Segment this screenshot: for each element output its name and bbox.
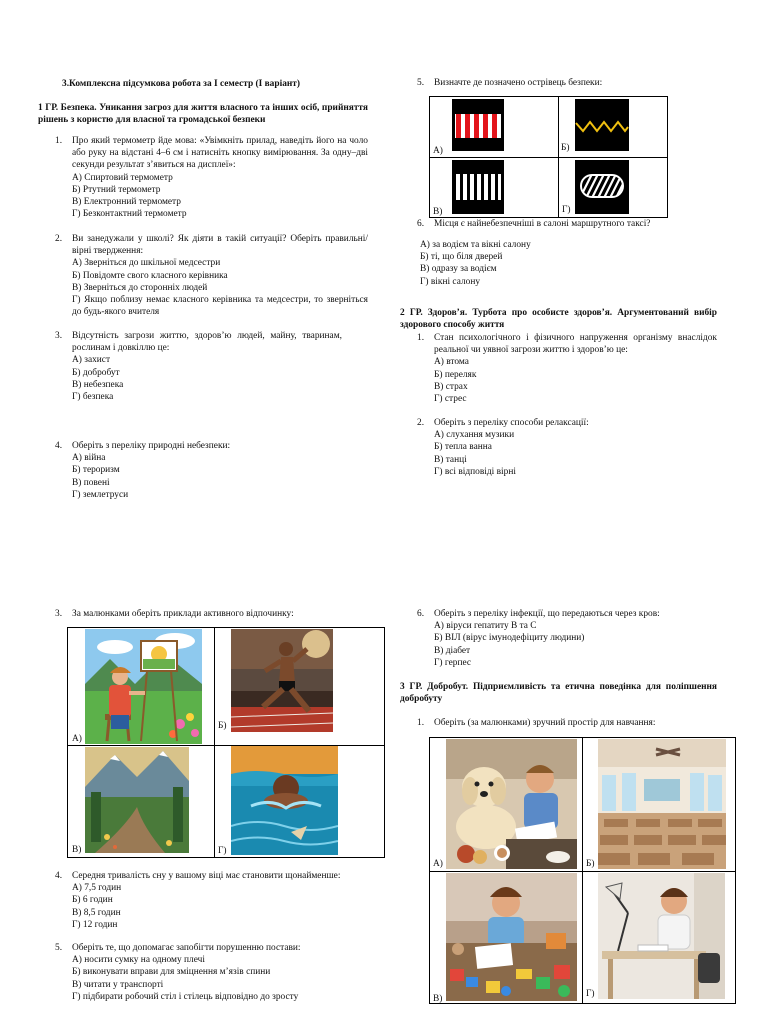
option[interactable]: А) 7,5 годин (72, 883, 122, 894)
question-number: 1. (55, 136, 63, 146)
s2-question-5 (55, 942, 368, 1003)
swimming-image (231, 746, 338, 855)
option[interactable]: А) за водієм та вікні салону (420, 240, 531, 250)
safety-island-grid (429, 96, 668, 218)
document-title: 3.Комплексна підсумкова робота за І семестр (І варіант) (62, 79, 301, 89)
options-list (434, 620, 717, 669)
s1-question-2 (55, 233, 368, 318)
option-label: В) (72, 845, 82, 855)
option[interactable]: А) слухання музики (434, 430, 515, 441)
s3-question-1 (417, 717, 717, 729)
option[interactable]: А) носити сумку на одному плечі (72, 955, 205, 966)
option[interactable]: Б) Повідомте свого класного керівника (72, 270, 228, 281)
option-g-cell[interactable] (215, 746, 386, 859)
option[interactable]: Б) тепла ванна (434, 442, 492, 453)
option[interactable]: Б) ті, що біля дверей (420, 252, 503, 263)
zigzag-line-sign (575, 99, 629, 151)
options-list (434, 429, 717, 478)
question-number: 5. (55, 943, 63, 953)
options-list (72, 954, 368, 1003)
section3-heading: 3 ГР. Добробут. Підприємливість та етична поведінка для поліпшення добробуту (400, 682, 717, 705)
option[interactable]: Б) виконувати вправи для зміцнення м’язів спини (72, 967, 271, 978)
study-space-grid (429, 737, 736, 1004)
option[interactable]: Г) вікні салону (420, 276, 481, 287)
option[interactable]: В) читати у транспорті (72, 979, 164, 990)
option-a-cell[interactable] (430, 738, 582, 871)
option-label: Г) (562, 205, 571, 215)
option-label: В) (433, 994, 443, 1004)
option[interactable]: Б) добробут (72, 367, 120, 378)
question-text: Ви занедужали у школі? Як діяти в такій ситуації? Оберіть правильні/вірні твердження: (72, 234, 368, 257)
option[interactable]: Г) герпес (434, 657, 472, 668)
option[interactable]: Г) Якщо поблизу немає класного керівника та медсестри, то зверніться до будь-якого вчителя (72, 295, 368, 318)
tidy-desk-with-lamp-image (598, 873, 725, 999)
option-a-cell[interactable] (430, 97, 558, 157)
question-text: Оберіть те, що допомагає запобігти порушенню постави: (72, 943, 301, 953)
question-number: 2. (55, 234, 63, 244)
question-text: Оберіть з переліку способи релаксації: (434, 418, 589, 428)
option[interactable]: В) повені (72, 477, 110, 488)
options-list (72, 882, 368, 931)
options-list (434, 356, 717, 405)
option[interactable]: В) Електронний термометр (72, 197, 181, 208)
option-v-cell[interactable] (68, 746, 214, 859)
option-label: В) (433, 207, 443, 217)
option-label: А) (433, 859, 443, 869)
s1-question-4 (55, 440, 368, 501)
option-g-cell[interactable] (559, 158, 669, 219)
reading-with-dog-image (446, 739, 577, 869)
question-number: 6. (417, 609, 425, 619)
active-rest-grid (67, 627, 385, 858)
s2-question-3 (55, 608, 368, 620)
option[interactable]: Б) ВІЛ (вірус імунодефіциту людини) (434, 633, 585, 644)
question-text: За малюнками оберіть приклади активного відпочинку: (72, 609, 294, 619)
option[interactable]: В) небезпека (72, 379, 124, 390)
question-text: Місця є найнебезпечніші в салоні маршрутного таксі? (434, 219, 651, 229)
question-text: Оберіть з переліку інфекції, що передаються через кров: (434, 609, 660, 619)
section1-heading: 1 ГР. Безпека. Уникання загроз для життя власного та інших осіб, прийняття рішень з користю для власної та громадської безпеки (38, 103, 368, 126)
question-text: Відсутність загрози життю, здоров’ю людей, майну, тваринам, рослинам і довкіллю це: (72, 331, 342, 354)
pedestrian-crossing-sign-white (452, 160, 504, 214)
option-g-cell[interactable] (583, 872, 737, 1005)
section2-heading: 2 ГР. Здоров’я. Турбота про особисте здоров’я. Аргументований вибір здорового способу життя (400, 308, 717, 331)
option[interactable]: В) діабет (434, 645, 471, 656)
question-text: Середня тривалість сну у вашому віці має становити щонайменше: (72, 871, 341, 881)
question-number: 3. (55, 609, 63, 619)
option[interactable]: А) захист (72, 355, 111, 366)
option-label: Г) (586, 989, 595, 999)
option[interactable]: В) 8,5 годин (72, 907, 121, 918)
option[interactable]: А) віруси гепатиту В та С (434, 621, 537, 632)
s1-question-6 (417, 218, 717, 230)
option-b-cell[interactable] (215, 628, 386, 745)
option[interactable]: Г) землетруси (72, 489, 129, 500)
pedestrian-crossing-sign-red (452, 99, 504, 151)
option[interactable]: А) Спиртовий термометр (72, 172, 173, 183)
cluttered-desk-image (446, 873, 577, 1001)
question-text: Оберіть (за малюнками) зручний простір для навчання: (434, 718, 656, 728)
question-number: 1. (417, 333, 425, 343)
s2-question-1 (417, 332, 717, 405)
s2-question-2 (417, 417, 717, 478)
option-label: А) (72, 734, 82, 744)
question-number: 4. (55, 871, 63, 881)
running-athlete-image (231, 629, 333, 732)
question-text: Оберіть з переліку природні небезпеки: (72, 441, 231, 451)
option[interactable]: В) танці (434, 454, 467, 465)
s1-question-6-options (420, 239, 531, 288)
option[interactable]: А) війна (72, 453, 106, 464)
option[interactable]: А) Зверніться до шкільної медсестри (72, 258, 221, 269)
option[interactable]: Г) безпека (72, 392, 114, 403)
option[interactable]: Г) 12 годин (72, 919, 118, 930)
s1-question-1 (55, 135, 368, 220)
option-label: Б) (218, 721, 227, 731)
options-list (72, 172, 368, 221)
option[interactable]: Б) переляк (434, 369, 477, 380)
option[interactable]: В) одразу за водієм (420, 264, 497, 275)
safety-island-sign (575, 160, 629, 214)
option-label: Б) (586, 859, 595, 869)
option[interactable]: Г) всі відповіді вірні (434, 466, 516, 477)
options-list (72, 452, 368, 501)
option[interactable]: Б) Ртутний термометр (72, 184, 161, 195)
s1-question-5 (417, 77, 717, 89)
painting-outdoors-image (85, 629, 202, 744)
s2-question-6 (417, 608, 717, 669)
option-b-cell[interactable] (559, 97, 669, 157)
s2-question-4 (55, 870, 368, 931)
option-label: А) (433, 146, 443, 156)
question-number: 4. (55, 441, 63, 451)
option-b-cell[interactable] (583, 738, 737, 871)
question-number: 3. (55, 331, 63, 341)
option-v-cell[interactable] (430, 872, 582, 1005)
options-list (72, 257, 368, 318)
option-v-cell[interactable] (430, 158, 558, 219)
option[interactable]: Г) підбирати робочий стіл і стілець відповідно до зросту (72, 991, 299, 1002)
question-number: 1. (417, 718, 425, 728)
question-number: 2. (417, 418, 425, 428)
option[interactable]: Б) тероризм (72, 465, 120, 476)
option[interactable]: В) страх (434, 381, 468, 392)
bright-classroom-image (598, 739, 726, 869)
question-number: 5. (417, 78, 425, 88)
option[interactable]: Г) Безконтактний термометр (72, 209, 187, 220)
option[interactable]: А) втома (434, 357, 469, 368)
options-list (72, 354, 368, 403)
option-label: Г) (218, 846, 227, 856)
question-text: Про який термометр йде мова: «Увімкніть прилад, наведіть його на чоло або руку на відстані 4–6 см і натисніть кнопку вимірювання. За одну–дві секунди результат з’явиться на дисплеї»: (72, 136, 368, 171)
question-number: 6. (417, 219, 425, 229)
mountain-hiking-image (85, 747, 189, 853)
option-a-cell[interactable] (68, 628, 214, 745)
option[interactable]: Б) 6 годин (72, 895, 113, 906)
option[interactable]: В) Зверніться до сторонніх людей (72, 282, 208, 293)
question-text: Стан психологічного і фізичного напруження організму внаслідок реальної чи уявної загрози життю і здоров’ю це: (434, 333, 717, 356)
question-text: Визначте де позначено острівець безпеки: (434, 78, 603, 88)
option-label: Б) (561, 143, 570, 153)
option[interactable]: Г) стрес (434, 394, 467, 405)
s1-question-3 (55, 330, 368, 403)
